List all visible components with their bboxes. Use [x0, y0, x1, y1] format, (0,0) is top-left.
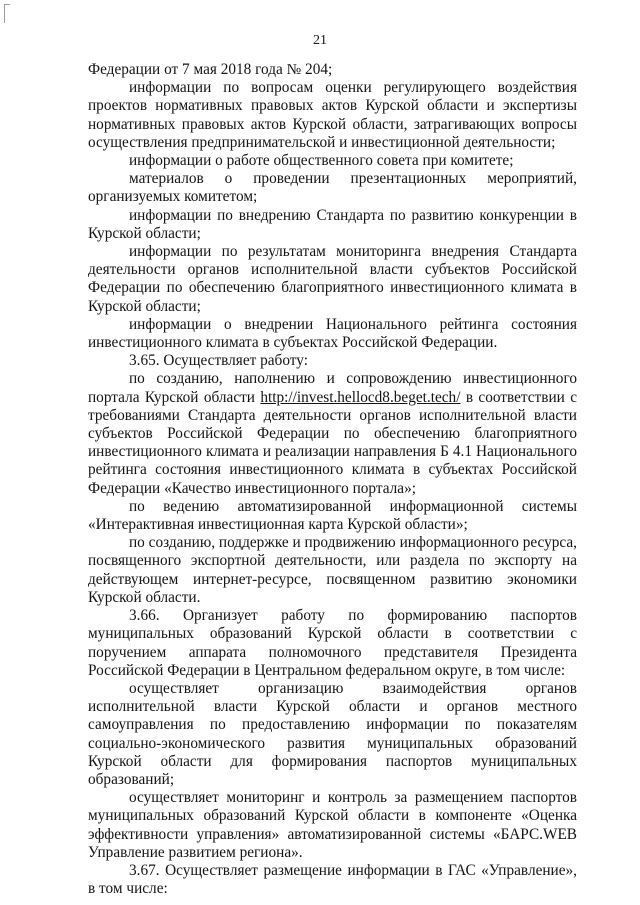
paragraph-regulatory-impact: информации по вопросам оценки регулирующего воздействия проектов нормативных правовых актов Курской области и экспертизы нормативных правовых актов Курской области, затрагивающих вопросы осуществления предпринимательской и инвестиционной деятельности; [88, 79, 577, 151]
paragraph-section-3-66: 3.66. Организует работу по формированию паспортов муниципальных образований Курской области в соответствии с поручением аппарата полномочного представителя Президента Российской Федерации в Центральном федеральном округе, в том числе: [88, 607, 577, 679]
paragraph-competition-standard: информации по внедрению Стандарта по развитию конкуренции в Курской области; [88, 206, 577, 242]
investment-portal-link[interactable]: http://invest.hellocd8.beget.tech/ [260, 388, 461, 406]
paragraph-public-council: информации о работе общественного совета при комитете; [129, 152, 514, 170]
paragraph-interaction-organization: осуществляет организацию взаимодействия органов исполнительной власти Курской области и органов местного самоуправления по предоставлению информации по показателям социально-экономического развития муниципальных образований Курской области для формирования паспортов муниципальных образований; [88, 679, 577, 788]
scan-corner-mark [4, 4, 10, 23]
paragraph-interactive-map: по ведению автоматизированной информационной системы «Интерактивная инвестиционная карта Курской области»; [88, 497, 577, 534]
paragraph-monitoring-standard: информации по результатам мониторинга внедрения Стандарта деятельности органов исполнительной власти субъектов Российской Федерации по обеспечению благоприятного инвестиционного климата в Курской области; [88, 243, 577, 315]
paragraph-federation-decree: Федерации от 7 мая 2018 года № 204; [88, 61, 333, 78]
paragraph-national-rating: информации о внедрении Национального рейтинга состояния инвестиционного климата в субъектах Российской Федерации. [88, 315, 577, 352]
page-number: 21 [313, 33, 327, 48]
document-body [88, 61, 577, 898]
paragraph-section-3-67: 3.67. Осуществляет размещение информации в ГАС «Управление», в том числе: [88, 861, 577, 898]
portal-text-after: в соответствии с требованиями Стандарта деятельности органов исполнительной власти субъектов Российской Федерации по обеспечению благоприятного инвестиционного климата и реализации направления Б 4.1 Национального рейтинга состояния инвестиционного климата в субъектах Российской Федерации «Качество инвестиционного портала»; [88, 388, 577, 497]
paragraph-passport-monitoring: осуществляет мониторинг и контроль за размещением паспортов муниципальных образований Курской области в компоненте «Оценка эффективности управления» автоматизированной системы «БАРС.WEB Управление развитием региона». [88, 789, 577, 861]
portal-text-before: по созданию, наполнению и сопровождению инвестиционного портала Курской области [88, 370, 577, 406]
paragraph-investment-portal [88, 370, 577, 497]
paragraph-export-resource: по созданию, поддержке и продвижению информационного ресурса, посвященного экспортной деятельности, или раздела по экспорту на действующем интернет-ресурсе, посвященном развитию экономики Курской области. [88, 534, 577, 606]
paragraph-presentation-materials: материалов о проведении презентационных мероприятий, организуемых комитетом; [88, 170, 577, 206]
paragraph-section-3-65: 3.65. Осуществляет работу: [129, 352, 308, 370]
